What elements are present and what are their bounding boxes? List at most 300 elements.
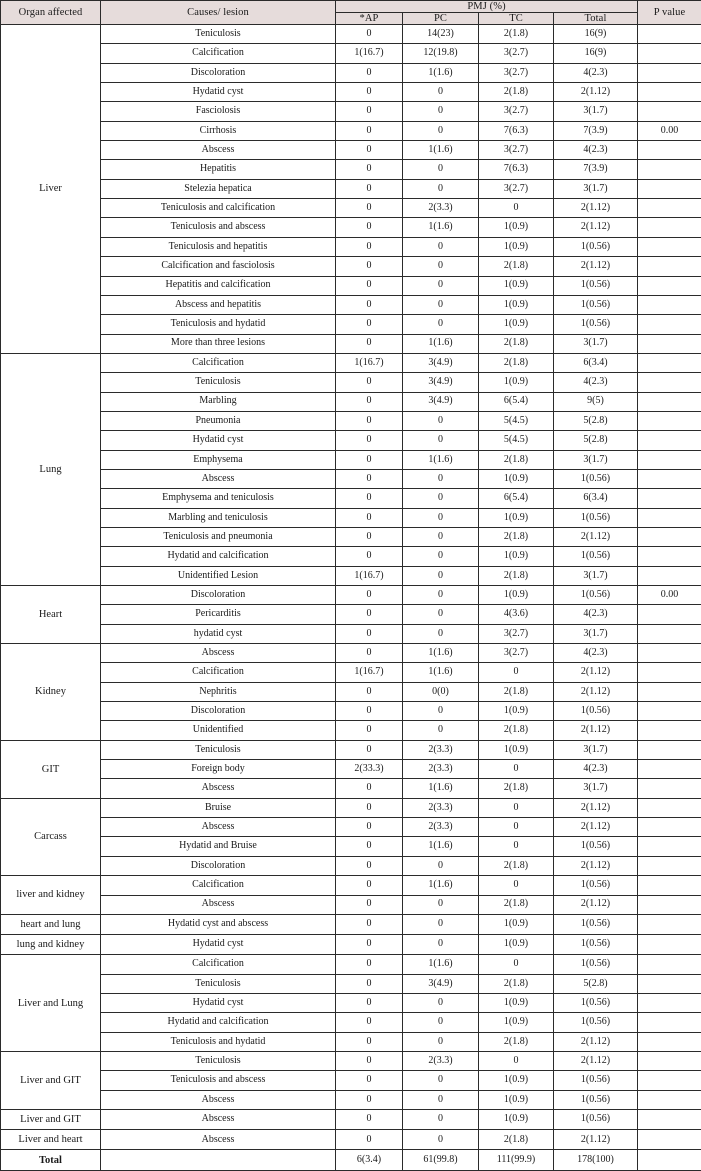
p-value-cell: 0.00 [638,121,701,140]
value-total-cell: 3(1.7) [554,102,638,121]
value-ap-cell: 0 [336,914,403,934]
value-ap-cell: 0 [336,624,403,643]
value-pc-cell: 2(3.3) [403,199,479,218]
cause-cell: Calcification [101,876,336,895]
value-pc-cell: 0 [403,605,479,624]
table-row [1,160,701,179]
value-tc-cell: 1(0.9) [479,276,554,295]
p-value-cell [638,450,701,469]
value-pc-cell: 1(1.6) [403,63,479,82]
table-row [1,121,701,140]
table-row [1,63,701,82]
p-value-cell [638,702,701,721]
p-value-cell [638,315,701,334]
p-value-cell [638,644,701,663]
value-pc-cell: 0 [403,566,479,585]
organ-cell: GIT [1,740,101,798]
table-row [1,837,701,856]
total-total-cell: 178(100) [554,1150,638,1171]
value-tc-cell: 1(0.9) [479,218,554,237]
value-tc-cell: 5(4.5) [479,431,554,450]
value-ap-cell: 0 [336,237,403,256]
value-pc-cell: 0 [403,993,479,1012]
p-value-cell [638,1090,701,1109]
value-tc-cell: 1(0.9) [479,237,554,256]
value-total-cell: 7(3.9) [554,121,638,140]
table-body [1,25,701,1171]
value-ap-cell: 0 [336,586,403,605]
value-pc-cell: 0 [403,179,479,198]
value-tc-cell: 1(0.9) [479,702,554,721]
p-value-cell [638,373,701,392]
value-ap-cell: 0 [336,702,403,721]
value-ap-cell: 0 [336,160,403,179]
value-total-cell: 1(0.56) [554,547,638,566]
value-total-cell: 1(0.56) [554,508,638,527]
cause-cell: Hydatid cyst [101,83,336,102]
table-row [1,955,701,974]
value-tc-cell: 0 [479,199,554,218]
p-value-cell [638,914,701,934]
value-pc-cell: 0 [403,1013,479,1032]
value-pc-cell: 0 [403,1071,479,1090]
value-ap-cell: 0 [336,102,403,121]
value-tc-cell: 0 [479,663,554,682]
table-header [1,1,701,25]
value-pc-cell: 0 [403,702,479,721]
value-ap-cell: 1(16.7) [336,663,403,682]
value-total-cell: 6(3.4) [554,353,638,372]
value-pc-cell: 1(1.6) [403,644,479,663]
value-ap-cell: 1(16.7) [336,353,403,372]
value-total-cell: 6(3.4) [554,489,638,508]
table-row [1,83,701,102]
value-pc-cell: 0 [403,1110,479,1130]
p-value-cell [638,856,701,875]
table-row [1,682,701,701]
table-row [1,935,701,955]
value-ap-cell: 0 [336,121,403,140]
value-pc-cell: 0 [403,895,479,914]
value-tc-cell: 3(2.7) [479,141,554,160]
value-tc-cell: 2(1.8) [479,257,554,276]
p-value-cell [638,798,701,817]
value-total-cell: 3(1.7) [554,450,638,469]
value-ap-cell: 2(33.3) [336,760,403,779]
cause-cell: Calcification [101,663,336,682]
value-ap-cell: 0 [336,508,403,527]
value-pc-cell: 0 [403,102,479,121]
value-ap-cell: 0 [336,682,403,701]
p-value-cell [638,469,701,488]
cause-cell: Teniculosis [101,740,336,759]
cause-cell: Teniculosis and abscess [101,1071,336,1090]
p-value-cell [638,605,701,624]
organ-cell: Liver and heart [1,1130,101,1150]
value-pc-cell: 0 [403,856,479,875]
p-value-cell [638,199,701,218]
value-pc-cell: 0 [403,257,479,276]
value-ap-cell: 0 [336,993,403,1012]
cause-cell: Hepatitis [101,160,336,179]
table-row [1,1051,701,1070]
value-tc-cell: 0 [479,1051,554,1070]
table-row [1,914,701,934]
value-pc-cell: 3(4.9) [403,392,479,411]
cause-cell: Teniculosis and hepatitis [101,237,336,256]
value-tc-cell: 1(0.9) [479,295,554,314]
value-tc-cell: 3(2.7) [479,179,554,198]
column-header-ap: *AP [336,13,403,25]
value-total-cell: 1(0.56) [554,1090,638,1109]
value-tc-cell: 1(0.9) [479,469,554,488]
value-total-cell: 4(2.3) [554,644,638,663]
value-pc-cell: 2(3.3) [403,818,479,837]
value-pc-cell: 0 [403,586,479,605]
value-total-cell: 1(0.56) [554,586,638,605]
value-ap-cell: 0 [336,83,403,102]
value-total-cell: 4(2.3) [554,605,638,624]
value-tc-cell: 2(1.8) [479,1032,554,1051]
p-value-cell [638,431,701,450]
value-pc-cell: 0 [403,914,479,934]
p-value-cell [638,935,701,955]
table-row [1,586,701,605]
cause-cell: Discoloration [101,586,336,605]
cause-cell: Calcification [101,44,336,63]
p-value-cell [638,955,701,974]
p-value-cell [638,508,701,527]
organ-cell: Lung [1,353,101,585]
value-ap-cell: 0 [336,856,403,875]
p-value-cell [638,489,701,508]
table-row [1,508,701,527]
value-ap-cell: 0 [336,955,403,974]
value-pc-cell: 1(1.6) [403,779,479,798]
value-ap-cell: 0 [336,315,403,334]
value-pc-cell: 1(1.6) [403,141,479,160]
value-pc-cell: 3(4.9) [403,373,479,392]
table-row [1,199,701,218]
cause-cell: Teniculosis and hydatid [101,1032,336,1051]
p-value-cell [638,876,701,895]
table-row [1,179,701,198]
table-row [1,489,701,508]
value-pc-cell: 1(1.6) [403,955,479,974]
cause-cell: Abscess [101,1110,336,1130]
value-pc-cell: 0 [403,276,479,295]
cause-cell: Teniculosis [101,373,336,392]
cause-cell: Abscess and hepatitis [101,295,336,314]
value-total-cell: 1(0.56) [554,955,638,974]
p-value-cell [638,237,701,256]
table-row [1,760,701,779]
value-tc-cell: 0 [479,837,554,856]
cause-cell: More than three lesions [101,334,336,353]
value-pc-cell: 0 [403,237,479,256]
total-tc-cell: 111(99.9) [479,1150,554,1171]
value-tc-cell: 1(0.9) [479,373,554,392]
p-value-cell [638,1013,701,1032]
cause-cell: Nephritis [101,682,336,701]
value-tc-cell: 2(1.8) [479,566,554,585]
value-tc-cell: 7(6.3) [479,160,554,179]
value-ap-cell: 0 [336,818,403,837]
value-pc-cell: 0 [403,431,479,450]
value-total-cell: 1(0.56) [554,702,638,721]
value-ap-cell: 0 [336,295,403,314]
value-ap-cell: 0 [336,25,403,44]
organ-cell: liver and kidney [1,876,101,915]
value-pc-cell: 0 [403,935,479,955]
value-ap-cell: 0 [336,218,403,237]
value-ap-cell: 0 [336,141,403,160]
cause-cell: Discoloration [101,63,336,82]
value-ap-cell: 0 [336,895,403,914]
value-total-cell: 2(1.12) [554,527,638,546]
p-value-cell [638,63,701,82]
column-header-cause: Causes/ lesion [101,1,336,25]
table-row [1,721,701,740]
value-pc-cell: 0 [403,315,479,334]
value-tc-cell: 1(0.9) [479,547,554,566]
value-pc-cell: 1(1.6) [403,837,479,856]
value-total-cell: 2(1.12) [554,663,638,682]
value-total-cell: 1(0.56) [554,914,638,934]
organ-cell: Kidney [1,644,101,741]
table-row [1,895,701,914]
value-ap-cell: 0 [336,644,403,663]
value-tc-cell: 2(1.8) [479,779,554,798]
value-tc-cell: 1(0.9) [479,740,554,759]
p-value-cell [638,353,701,372]
total-label-cell: Total [1,1150,101,1171]
p-value-cell [638,25,701,44]
table-row [1,1071,701,1090]
organ-cell: heart and lung [1,914,101,934]
value-tc-cell: 3(2.7) [479,624,554,643]
value-pc-cell: 0 [403,547,479,566]
value-ap-cell: 0 [336,798,403,817]
organ-cell: Liver and Lung [1,955,101,1052]
cause-cell: Hydatid and Bruise [101,837,336,856]
value-ap-cell: 0 [336,1051,403,1070]
p-value-cell [638,1032,701,1051]
table-row [1,974,701,993]
value-total-cell: 1(0.56) [554,993,638,1012]
table-row [1,450,701,469]
value-tc-cell: 3(2.7) [479,63,554,82]
cause-cell: Calcification and fasciolosis [101,257,336,276]
value-pc-cell: 3(4.9) [403,974,479,993]
value-total-cell: 5(2.8) [554,411,638,430]
p-value-cell [638,974,701,993]
total-row [1,1150,701,1171]
p-value-cell [638,257,701,276]
cause-cell: Abscess [101,818,336,837]
cause-cell: Hydatid and calcification [101,1013,336,1032]
p-value-cell [638,295,701,314]
organ-cell: Carcass [1,798,101,875]
cause-cell: Cirrhosis [101,121,336,140]
value-tc-cell: 1(0.9) [479,1110,554,1130]
value-total-cell: 1(0.56) [554,1071,638,1090]
organ-cell: Liver and GIT [1,1051,101,1109]
cause-cell: Abscess [101,644,336,663]
value-pc-cell: 0 [403,83,479,102]
p-value-cell [638,818,701,837]
value-tc-cell: 7(6.3) [479,121,554,140]
cause-cell: Teniculosis [101,974,336,993]
table-row [1,1013,701,1032]
value-ap-cell: 0 [336,392,403,411]
table-row [1,605,701,624]
cause-cell: Marbling [101,392,336,411]
value-ap-cell: 0 [336,974,403,993]
value-total-cell: 1(0.56) [554,876,638,895]
table-row [1,663,701,682]
value-tc-cell: 6(5.4) [479,392,554,411]
value-total-cell: 2(1.12) [554,257,638,276]
cause-cell: Pneumonia [101,411,336,430]
cause-cell: Teniculosis and calcification [101,199,336,218]
p-value-cell [638,276,701,295]
value-pc-cell: 0 [403,411,479,430]
cause-cell: Calcification [101,955,336,974]
value-tc-cell: 1(0.9) [479,508,554,527]
p-value-cell [638,837,701,856]
value-pc-cell: 2(3.3) [403,760,479,779]
value-pc-cell: 0 [403,508,479,527]
table-row [1,798,701,817]
value-ap-cell: 0 [336,469,403,488]
p-value-cell [638,218,701,237]
value-pc-cell: 14(23) [403,25,479,44]
value-ap-cell: 0 [336,721,403,740]
table-row [1,353,701,372]
value-ap-cell: 0 [336,257,403,276]
table-row [1,44,701,63]
column-header-pc: PC [403,13,479,25]
p-value-cell [638,663,701,682]
value-tc-cell: 1(0.9) [479,1071,554,1090]
value-tc-cell: 2(1.8) [479,974,554,993]
value-tc-cell: 0 [479,818,554,837]
p-value-cell [638,721,701,740]
value-tc-cell: 0 [479,760,554,779]
value-pc-cell: 0 [403,160,479,179]
value-ap-cell: 0 [336,1032,403,1051]
value-tc-cell: 3(2.7) [479,102,554,121]
table-row [1,392,701,411]
p-value-cell [638,1130,701,1150]
column-header-pmj: PMJ (%) [336,1,638,13]
column-header-p-value: P value [638,1,701,25]
table-row [1,1130,701,1150]
table-row [1,993,701,1012]
column-header-total: Total [554,13,638,25]
value-tc-cell: 2(1.8) [479,25,554,44]
value-total-cell: 7(3.9) [554,160,638,179]
value-total-cell: 2(1.12) [554,83,638,102]
value-total-cell: 4(2.3) [554,373,638,392]
cause-cell: Stelezia hepatica [101,179,336,198]
value-pc-cell: 0 [403,721,479,740]
value-pc-cell: 0 [403,624,479,643]
value-pc-cell: 1(1.6) [403,450,479,469]
p-value-cell [638,566,701,585]
value-pc-cell: 0 [403,1032,479,1051]
value-ap-cell: 0 [336,1071,403,1090]
value-tc-cell: 6(5.4) [479,489,554,508]
value-tc-cell: 2(1.8) [479,721,554,740]
table-row [1,373,701,392]
cause-cell: Marbling and teniculosis [101,508,336,527]
value-ap-cell: 0 [336,373,403,392]
cause-cell: Abscess [101,1090,336,1109]
cause-cell: Abscess [101,141,336,160]
total-cause-cell [101,1150,336,1171]
table-row [1,218,701,237]
organ-cell: lung and kidney [1,935,101,955]
p-value-cell [638,83,701,102]
value-tc-cell: 0 [479,798,554,817]
table-row [1,740,701,759]
value-ap-cell: 0 [336,276,403,295]
value-pc-cell: 2(3.3) [403,740,479,759]
value-pc-cell: 0 [403,469,479,488]
value-pc-cell: 0 [403,121,479,140]
value-total-cell: 1(0.56) [554,315,638,334]
cause-cell: Abscess [101,779,336,798]
value-tc-cell: 2(1.8) [479,682,554,701]
value-tc-cell: 2(1.8) [479,334,554,353]
p-value-cell [638,624,701,643]
p-value-cell [638,1071,701,1090]
value-ap-cell: 0 [336,1130,403,1150]
table-row [1,876,701,895]
table-row [1,25,701,44]
value-tc-cell: 0 [479,876,554,895]
value-total-cell: 3(1.7) [554,740,638,759]
cause-cell: Abscess [101,469,336,488]
value-total-cell: 2(1.12) [554,1130,638,1150]
table-row [1,779,701,798]
table-row [1,315,701,334]
value-tc-cell: 2(1.8) [479,895,554,914]
total-p-cell [638,1150,701,1171]
value-ap-cell: 0 [336,1013,403,1032]
value-ap-cell: 0 [336,1110,403,1130]
table-row [1,702,701,721]
table-row [1,237,701,256]
value-total-cell: 16(9) [554,44,638,63]
p-value-cell [638,44,701,63]
value-total-cell: 2(1.12) [554,721,638,740]
value-total-cell: 1(0.56) [554,276,638,295]
value-ap-cell: 0 [336,179,403,198]
value-tc-cell: 1(0.9) [479,935,554,955]
value-tc-cell: 4(3.6) [479,605,554,624]
cause-cell: Teniculosis and hydatid [101,315,336,334]
value-ap-cell: 0 [336,63,403,82]
value-tc-cell: 2(1.8) [479,856,554,875]
cause-cell: Unidentified [101,721,336,740]
value-ap-cell: 0 [336,876,403,895]
p-value-cell [638,760,701,779]
value-tc-cell: 1(0.9) [479,993,554,1012]
value-total-cell: 1(0.56) [554,237,638,256]
